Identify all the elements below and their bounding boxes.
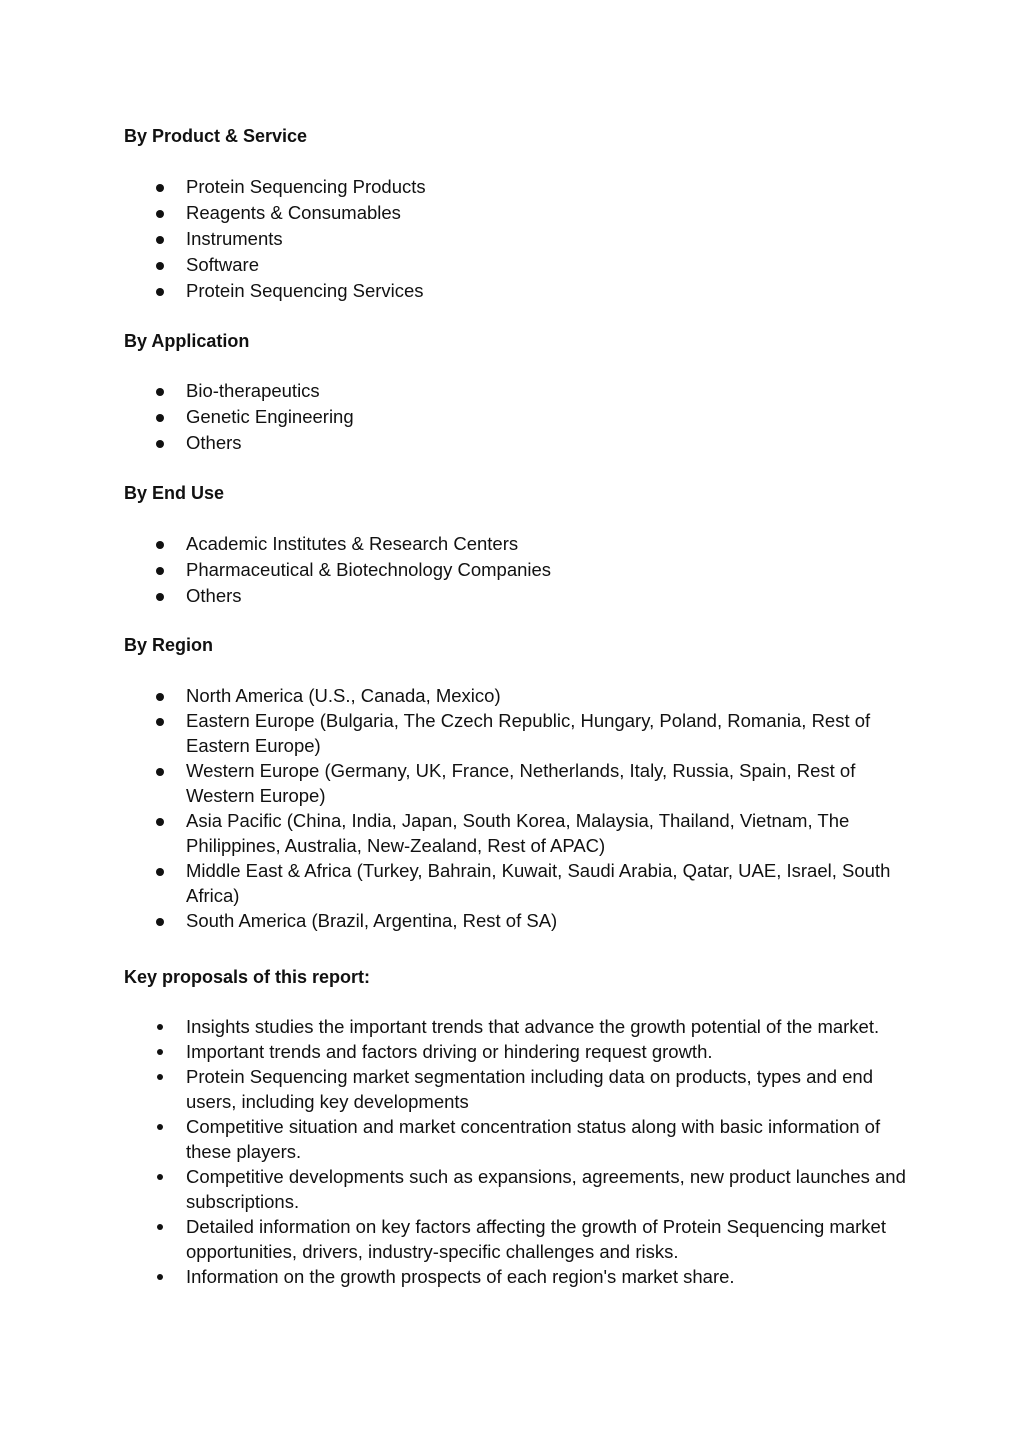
bullet-icon — [156, 440, 164, 448]
list-item: South America (Brazil, Argentina, Rest of SA) — [150, 908, 910, 933]
list-item: Protein Sequencing Services — [150, 278, 910, 304]
bullet-icon — [157, 1124, 163, 1130]
bullet-icon — [157, 1074, 163, 1080]
list-item: Reagents & Consumables — [150, 200, 910, 226]
section-heading-key-proposals: Key proposals of this report: — [124, 967, 371, 987]
list-item: Others — [150, 430, 910, 456]
application-list — [150, 378, 910, 456]
list-item: Competitive situation and market concentration status along with basic information of these players. — [150, 1114, 910, 1164]
list-item: Asia Pacific (China, India, Japan, South Korea, Malaysia, Thailand, Vietnam, The Philippines, Australia, New-Zealand, Rest of APAC) — [150, 808, 910, 858]
list-item: Protein Sequencing market segmentation including data on products, types and end users, including key developments — [150, 1064, 910, 1114]
bullet-icon — [156, 414, 164, 422]
bullet-icon — [156, 868, 164, 876]
section-heading-product-service: By Product & Service — [124, 126, 308, 146]
list-item: Information on the growth prospects of each region's market share. — [150, 1264, 910, 1289]
list-item: Detailed information on key factors affecting the growth of Protein Sequencing market opportunities, drivers, industry-specific challenges and risks. — [150, 1214, 910, 1264]
bullet-icon — [157, 1274, 163, 1280]
bullet-icon — [156, 693, 164, 701]
bullet-icon — [157, 1024, 163, 1030]
bullet-icon — [157, 1174, 163, 1180]
list-item: Pharmaceutical & Biotechnology Companies — [150, 557, 910, 583]
bullet-icon — [156, 388, 164, 396]
section-heading-region: By Region — [124, 635, 214, 655]
bullet-icon — [156, 184, 164, 192]
bullet-icon — [157, 1049, 163, 1055]
bullet-icon — [156, 718, 164, 726]
product-service-list — [150, 174, 910, 304]
bullet-icon — [156, 541, 164, 549]
list-item: Eastern Europe (Bulgaria, The Czech Republic, Hungary, Poland, Romania, Rest of Eastern Europe) — [150, 708, 910, 758]
bullet-icon — [156, 918, 164, 926]
list-item: Middle East & Africa (Turkey, Bahrain, Kuwait, Saudi Arabia, Qatar, UAE, Israel, South Africa) — [150, 858, 910, 908]
bullet-icon — [156, 236, 164, 244]
list-item: Competitive developments such as expansions, agreements, new product launches and subscriptions. — [150, 1164, 910, 1214]
section-heading-application: By Application — [124, 331, 250, 351]
bullet-icon — [156, 210, 164, 218]
bullet-icon — [156, 288, 164, 296]
section-heading-end-use: By End Use — [124, 483, 225, 503]
list-item: Important trends and factors driving or hindering request growth. — [150, 1039, 910, 1064]
list-item: Software — [150, 252, 910, 278]
list-item: Genetic Engineering — [150, 404, 910, 430]
bullet-icon — [156, 593, 164, 601]
bullet-icon — [156, 567, 164, 575]
list-item: Bio-therapeutics — [150, 378, 910, 404]
bullet-icon — [156, 818, 164, 826]
key-proposals-list — [150, 1014, 910, 1289]
bullet-icon — [156, 768, 164, 776]
region-list — [150, 683, 910, 933]
list-item: Academic Institutes & Research Centers — [150, 531, 910, 557]
list-item: Insights studies the important trends that advance the growth potential of the market. — [150, 1014, 910, 1039]
bullet-icon — [157, 1224, 163, 1230]
end-use-list — [150, 531, 910, 609]
list-item: Protein Sequencing Products — [150, 174, 910, 200]
list-item: Instruments — [150, 226, 910, 252]
list-item: Western Europe (Germany, UK, France, Netherlands, Italy, Russia, Spain, Rest of Western Europe) — [150, 758, 910, 808]
bullet-icon — [156, 262, 164, 270]
list-item: North America (U.S., Canada, Mexico) — [150, 683, 910, 708]
list-item: Others — [150, 583, 910, 609]
